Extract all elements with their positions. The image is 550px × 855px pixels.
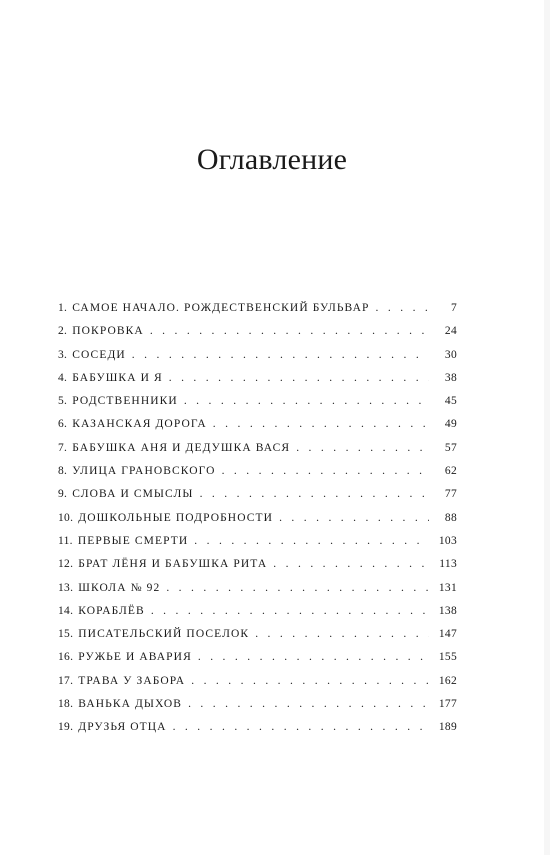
- table-of-contents: [58, 302, 457, 745]
- toc-entry-title: ТРАВА У ЗАБОРА: [78, 674, 186, 687]
- toc-dot-leader: [376, 302, 429, 314]
- toc-entry-number: 5.: [58, 395, 68, 408]
- toc-entry-title: РУЖЬЕ И АВАРИЯ: [78, 651, 192, 664]
- toc-entry-number: 11.: [58, 534, 73, 547]
- toc-entry-number: 3.: [58, 348, 68, 361]
- toc-entry-title: РОДСТВЕННИКИ: [72, 395, 178, 408]
- toc-entry-title: СЛОВА И СМЫСЛЫ: [72, 488, 194, 501]
- toc-entry-title: КАЗАНСКАЯ ДОРОГА: [72, 418, 207, 431]
- toc-dot-leader: [188, 698, 429, 710]
- toc-entry-number: 4.: [58, 371, 68, 384]
- toc-entry-page-number: 49: [444, 418, 457, 431]
- toc-entry-number: 18.: [58, 698, 74, 711]
- toc-entry-page-number: 162: [438, 674, 457, 687]
- toc-entry-title: ДРУЗЬЯ ОТЦА: [78, 721, 167, 734]
- toc-entry-number: 9.: [58, 488, 68, 501]
- toc-entry-number: 13.: [58, 581, 74, 594]
- page-edge: [544, 0, 550, 855]
- toc-dot-leader: [151, 605, 429, 617]
- toc-entry: [58, 442, 457, 465]
- toc-dot-leader: [184, 395, 429, 407]
- toc-entry: [58, 651, 457, 674]
- toc-entry-number: 8.: [58, 465, 68, 478]
- toc-entry-number: 17.: [58, 674, 74, 687]
- toc-dot-leader: [213, 418, 429, 430]
- toc-entry-page-number: 131: [438, 581, 457, 594]
- toc-entry: [58, 721, 457, 744]
- toc-entry-page-number: 45: [444, 395, 457, 408]
- toc-entry-number: 12.: [58, 558, 74, 571]
- toc-entry-title: ПИСАТЕЛЬСКИЙ ПОСЕЛОК: [78, 628, 250, 641]
- toc-entry-page-number: 30: [444, 348, 457, 361]
- toc-dot-leader: [273, 558, 429, 570]
- toc-entry-page-number: 103: [438, 534, 457, 547]
- toc-entry-title: УЛИЦА ГРАНОВСКОГО: [72, 465, 216, 478]
- toc-entry-page-number: 113: [439, 558, 457, 571]
- toc-entry-title: ПОКРОВКА: [72, 325, 144, 338]
- toc-entry: [58, 349, 457, 372]
- toc-entry-title: БАБУШКА АНЯ И ДЕДУШКА ВАСЯ: [72, 441, 291, 454]
- toc-entry-page-number: 57: [444, 441, 457, 454]
- toc-entry-number: 2.: [58, 325, 68, 338]
- toc-entry-number: 19.: [58, 721, 74, 734]
- toc-dot-leader: [169, 372, 429, 384]
- toc-entry: [58, 488, 457, 511]
- toc-entry: [58, 582, 457, 605]
- toc-dot-leader: [222, 465, 429, 477]
- toc-entry-number: 1.: [58, 302, 68, 314]
- toc-entry-page-number: 77: [444, 488, 457, 501]
- toc-dot-leader: [191, 675, 429, 687]
- toc-entry-page-number: 189: [438, 721, 457, 734]
- toc-dot-leader: [150, 325, 429, 337]
- toc-entry-title: ШКОЛА № 92: [78, 581, 161, 594]
- toc-entry-page-number: 88: [444, 511, 457, 524]
- toc-entry-number: 10.: [58, 511, 74, 524]
- toc-entry-title: ДОШКОЛЬНЫЕ ПОДРОБНОСТИ: [78, 511, 274, 524]
- toc-entry-page-number: 24: [444, 325, 457, 338]
- toc-dot-leader: [200, 488, 429, 500]
- toc-entry: [58, 395, 457, 418]
- toc-entry-page-number: 138: [438, 604, 457, 617]
- toc-entry-page-number: 177: [438, 698, 457, 711]
- toc-dot-leader: [296, 442, 429, 454]
- toc-dot-leader: [166, 582, 429, 594]
- toc-entry-number: 14.: [58, 604, 74, 617]
- toc-entry-title: ВАНЬКА ДЫХОВ: [78, 698, 183, 711]
- toc-entry-page-number: 7: [450, 302, 457, 314]
- toc-dot-leader: [279, 512, 429, 524]
- toc-entry: [58, 675, 457, 698]
- toc-entry: [58, 372, 457, 395]
- toc-entry-title: КОРАБЛЁВ: [78, 604, 145, 617]
- toc-entry: [58, 418, 457, 441]
- toc-entry-title: СОСЕДИ: [72, 348, 126, 361]
- toc-dot-leader: [255, 628, 429, 640]
- toc-entry: [58, 325, 457, 348]
- toc-entry: [58, 465, 457, 488]
- toc-entry-page-number: 155: [438, 651, 457, 664]
- toc-entry-number: 6.: [58, 418, 68, 431]
- toc-entry: [58, 628, 457, 651]
- toc-entry-page-number: 38: [444, 371, 457, 384]
- toc-entry-page-number: 62: [444, 465, 457, 478]
- toc-entry-title: САМОЕ НАЧАЛО. РОЖДЕСТВЕНСКИЙ БУЛЬВАР: [72, 302, 370, 314]
- toc-entry-page-number: 147: [438, 628, 457, 641]
- toc-entry-number: 15.: [58, 628, 74, 641]
- toc-entry: [58, 698, 457, 721]
- toc-entry: [58, 535, 457, 558]
- toc-entry: [58, 605, 457, 628]
- page-title: Оглавление: [196, 143, 348, 176]
- toc-entry: [58, 512, 457, 535]
- toc-dot-leader: [194, 535, 429, 547]
- toc-dot-leader: [132, 349, 429, 361]
- toc-dot-leader: [198, 651, 429, 663]
- toc-entry-number: 16.: [58, 651, 74, 664]
- toc-dot-leader: [173, 721, 429, 733]
- toc-entry-title: БАБУШКА И Я: [72, 371, 163, 384]
- toc-entry-title: БРАТ ЛЁНЯ И БАБУШКА РИТА: [78, 558, 268, 571]
- toc-entry-number: 7.: [58, 441, 68, 454]
- toc-entry: [58, 558, 457, 581]
- toc-entry-title: ПЕРВЫЕ СМЕРТИ: [77, 534, 189, 547]
- toc-entry: [58, 302, 457, 325]
